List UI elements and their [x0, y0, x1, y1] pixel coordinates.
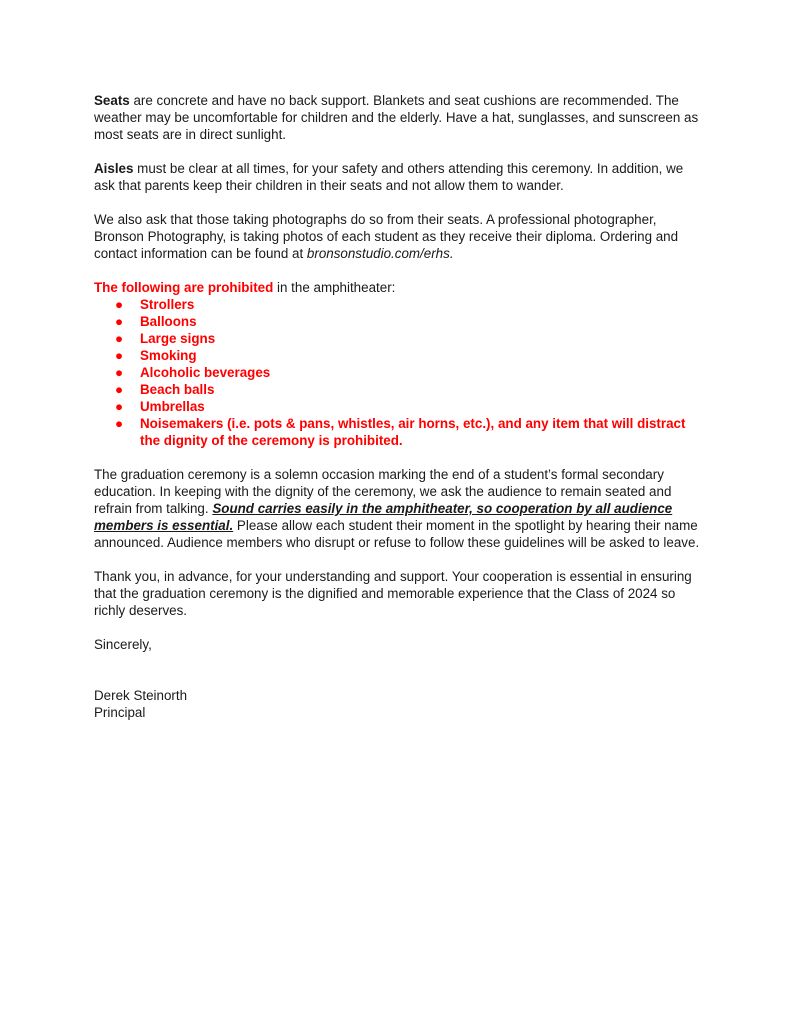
seats-paragraph — [94, 92, 706, 143]
thanks-paragraph — [94, 568, 706, 619]
aisles-lead: Aisles — [94, 161, 134, 176]
photos-text: We also ask that those taking photographs do so from their seats. A professional photographer, Bronson Photography, is taking photos of each student as they receive their diploma. Ordering and contact information can be found at — [94, 212, 679, 261]
list-item — [94, 381, 706, 398]
list-item — [94, 364, 706, 381]
list-item-label: Smoking — [140, 348, 197, 363]
seats-text: are concrete and have no back support. Blankets and seat cushions are recommended. The weather may be uncomfortable for children and the elderly. Have a hat, sunglasses, and sunscreen as most seats are in direct sunlight. — [94, 93, 699, 142]
signature-name: Derek Steinorth — [94, 688, 188, 703]
bullet-icon: ● — [115, 331, 124, 346]
ceremony-text-before: The graduation ceremony is a solemn occasion marking the end of a student’s formal secondary education. In keeping with the dignity of the ceremony, we ask the audience to remain seated and refrain from talking. — [94, 467, 672, 516]
prohibited-list — [94, 296, 706, 449]
prohibited-text: in the amphitheater: — [273, 280, 396, 295]
bullet-icon: ● — [115, 399, 124, 414]
list-item — [94, 330, 706, 347]
photos-paragraph — [94, 211, 706, 262]
list-item-label: Strollers — [140, 297, 195, 312]
seats-lead: Seats — [94, 93, 130, 108]
signature-block — [94, 687, 706, 721]
ceremony-paragraph — [94, 466, 706, 551]
list-item-label: Large signs — [140, 331, 216, 346]
bullet-icon: ● — [115, 348, 124, 363]
list-item-label: Balloons — [140, 314, 197, 329]
bullet-icon: ● — [115, 416, 124, 431]
photos-link[interactable]: bronsonstudio.com/erhs. — [306, 246, 454, 261]
list-item — [94, 398, 706, 415]
bullet-icon: ● — [115, 297, 124, 312]
ceremony-emphasis: Sound carries easily in the amphitheater, so cooperation by all audience members is essential. — [94, 501, 673, 533]
closing-salutation: Sincerely, — [94, 637, 152, 652]
signature-title: Principal — [94, 705, 146, 720]
ceremony-text-after: Please allow each student their moment in the spotlight by hearing their name announced. Audience members who disrupt or refuse to follow these guidelines will be asked to leave. — [94, 518, 700, 550]
bullet-icon: ● — [115, 314, 124, 329]
aisles-text: must be clear at all times, for your safety and others attending this ceremony. In addition, we ask that parents keep their children in their seats and not allow them to wander. — [94, 161, 684, 193]
list-item-label: Umbrellas — [140, 399, 205, 414]
letter-page — [94, 92, 706, 721]
thanks-text: Thank you, in advance, for your understanding and support. Your cooperation is essential in ensuring that the graduation ceremony is the dignified and memorable experience that the Class of 2024 so richly deserves. — [94, 569, 692, 618]
list-item-label: Beach balls — [140, 382, 215, 397]
aisles-paragraph — [94, 160, 706, 194]
prohibited-intro — [94, 279, 706, 296]
list-item — [94, 313, 706, 330]
list-item — [94, 296, 706, 313]
prohibited-lead: The following are prohibited — [94, 280, 274, 295]
list-item — [94, 347, 706, 364]
list-item-label: Alcoholic beverages — [140, 365, 271, 380]
list-item — [94, 415, 706, 449]
bullet-icon: ● — [115, 365, 124, 380]
bullet-icon: ● — [115, 382, 124, 397]
list-item-label: Noisemakers (i.e. pots & pans, whistles, air horns, etc.), and any item that will distract the dignity of the ceremony is prohibited. — [140, 416, 686, 448]
